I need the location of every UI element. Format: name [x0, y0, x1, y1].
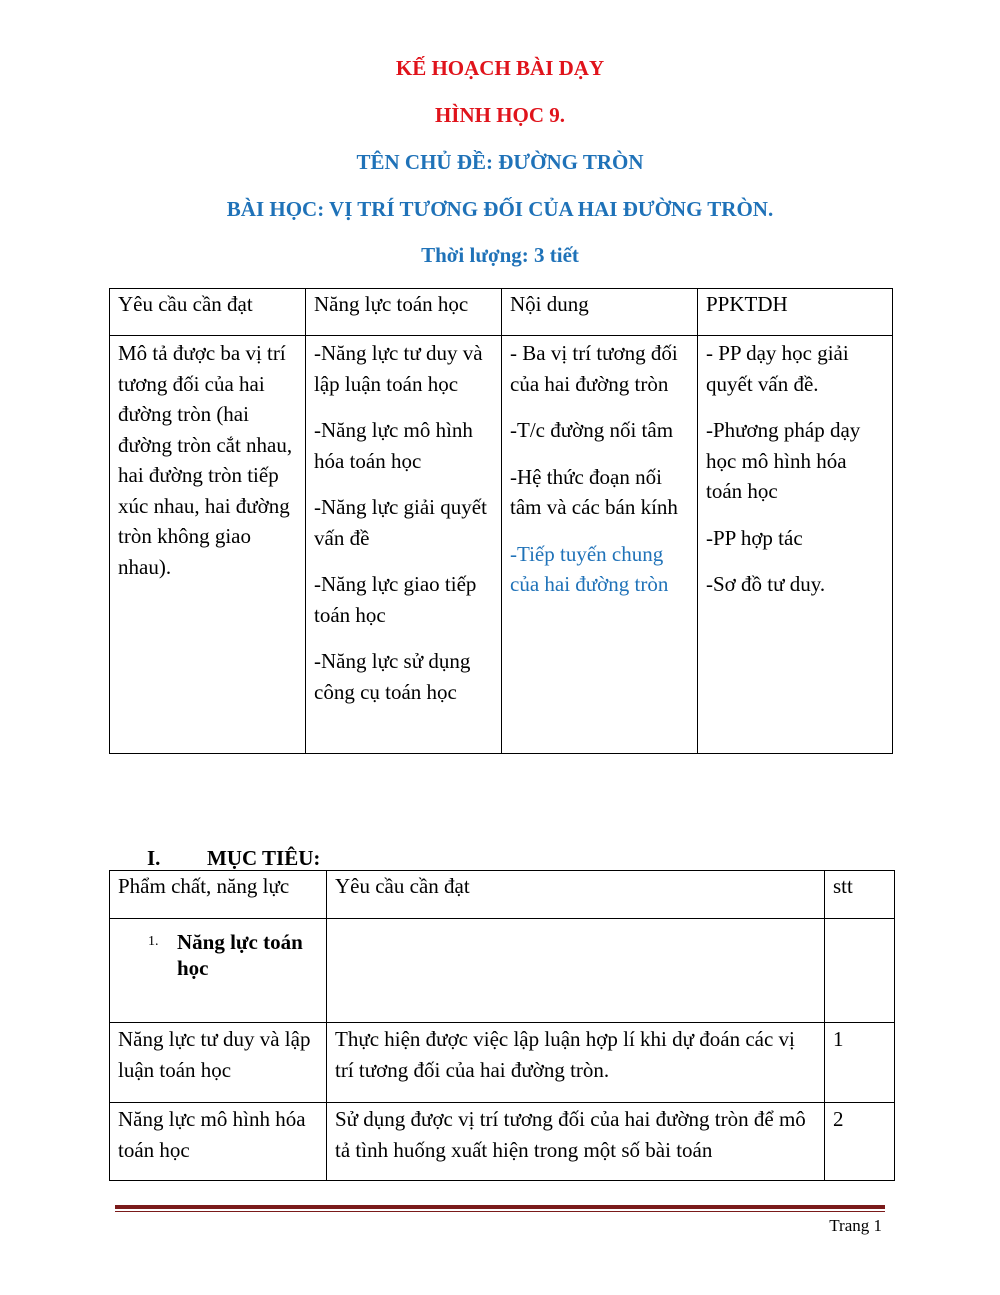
- table-cell: [327, 919, 825, 1023]
- requirement-cell: Sử dụng được vị trí tương đối của hai đường tròn để mô tả tình huống xuất hiện trong một số bài toán: [327, 1103, 825, 1181]
- footer-divider-thin: [115, 1211, 885, 1212]
- lesson-title: BÀI HỌC: VỊ TRÍ TƯƠNG ĐỐI CỦA HAI ĐƯỜNG TRÒN.: [226, 197, 774, 221]
- list-item: -Năng lực mô hình hóa toán học: [314, 418, 473, 473]
- column-header: Yêu cầu cần đạt: [327, 871, 825, 919]
- stt-cell: 1: [825, 1023, 895, 1103]
- stt-cell: 2: [825, 1103, 895, 1181]
- table-row: [110, 336, 893, 754]
- list-item: -Năng lực giải quyết vấn đề: [314, 495, 487, 550]
- list-item: -T/c đường nối tâm: [510, 418, 674, 442]
- group-label: Năng lực toán học: [177, 930, 303, 980]
- plan-table: [109, 288, 893, 754]
- list-item: -Sơ đồ tư duy.: [706, 572, 826, 596]
- group-number: 1.: [148, 934, 159, 949]
- list-item: - Ba vị trí tương đối của hai đường tròn: [510, 341, 678, 396]
- page-number: Trang 1: [829, 1216, 882, 1235]
- list-item: - PP dạy học giải quyết vấn đề.: [706, 341, 849, 396]
- list-item: -PP hợp tác: [706, 525, 803, 550]
- doc-title: KẾ HOẠCH BÀI DẠY: [395, 56, 605, 80]
- column-header: Phẩm chất, năng lực: [110, 871, 327, 919]
- section-title: MỤC TIÊU:: [207, 846, 321, 870]
- table-row: [110, 919, 895, 1023]
- duration: Thời lượng: 3 tiết: [421, 243, 579, 267]
- content-cell: [502, 336, 698, 754]
- list-item: -Hệ thức đoạn nối tâm và các bán kính: [510, 464, 678, 519]
- table-header-row: [110, 289, 893, 336]
- list-item: -Tiếp tuyến chung của hai đường tròn: [510, 541, 669, 596]
- list-item: -Năng lực giao tiếp toán học: [314, 572, 477, 627]
- table-row: [110, 1103, 895, 1181]
- group-cell: [110, 919, 327, 1023]
- quality-cell: Năng lực tư duy và lập luận toán học: [110, 1023, 327, 1103]
- quality-cell: Năng lực mô hình hóa toán học: [110, 1103, 327, 1181]
- goal-table: [109, 870, 895, 1181]
- method-cell: [698, 336, 893, 754]
- group-heading: [118, 929, 318, 981]
- footer-divider: [115, 1205, 885, 1209]
- column-header: PPKTDH: [698, 289, 893, 336]
- list-item: -Phương pháp dạy học mô hình hóa toán học: [706, 418, 861, 503]
- topic-title: TÊN CHỦ ĐỀ: ĐƯỜNG TRÒN: [356, 150, 644, 174]
- requirement-cell: [110, 336, 306, 754]
- list-item: -Năng lực sử dụng công cụ toán học: [314, 649, 471, 704]
- column-header: stt: [825, 871, 895, 919]
- list-item: -Năng lực tư duy và lập luận toán học: [314, 341, 483, 396]
- requirement-text: Mô tả được ba vị trí tương đối của hai đường tròn (hai đường tròn cắt nhau, hai đường tròn tiếp xúc nhau, hai đường tròn không giao nhau).: [118, 341, 293, 579]
- table-cell: [825, 919, 895, 1023]
- table-row: [110, 1023, 895, 1103]
- column-header: Yêu cầu cần đạt: [110, 289, 306, 336]
- column-header: Năng lực toán học: [306, 289, 502, 336]
- section-heading: [147, 846, 320, 871]
- section-number: I.: [147, 846, 161, 870]
- column-header: Nội dung: [502, 289, 698, 336]
- table-header-row: [110, 871, 895, 919]
- subject-title: HÌNH HỌC 9.: [434, 103, 566, 127]
- requirement-cell: Thực hiện được việc lập luận hợp lí khi dự đoán các vị trí tương đối của hai đường tròn.: [327, 1023, 825, 1103]
- competency-cell: [306, 336, 502, 754]
